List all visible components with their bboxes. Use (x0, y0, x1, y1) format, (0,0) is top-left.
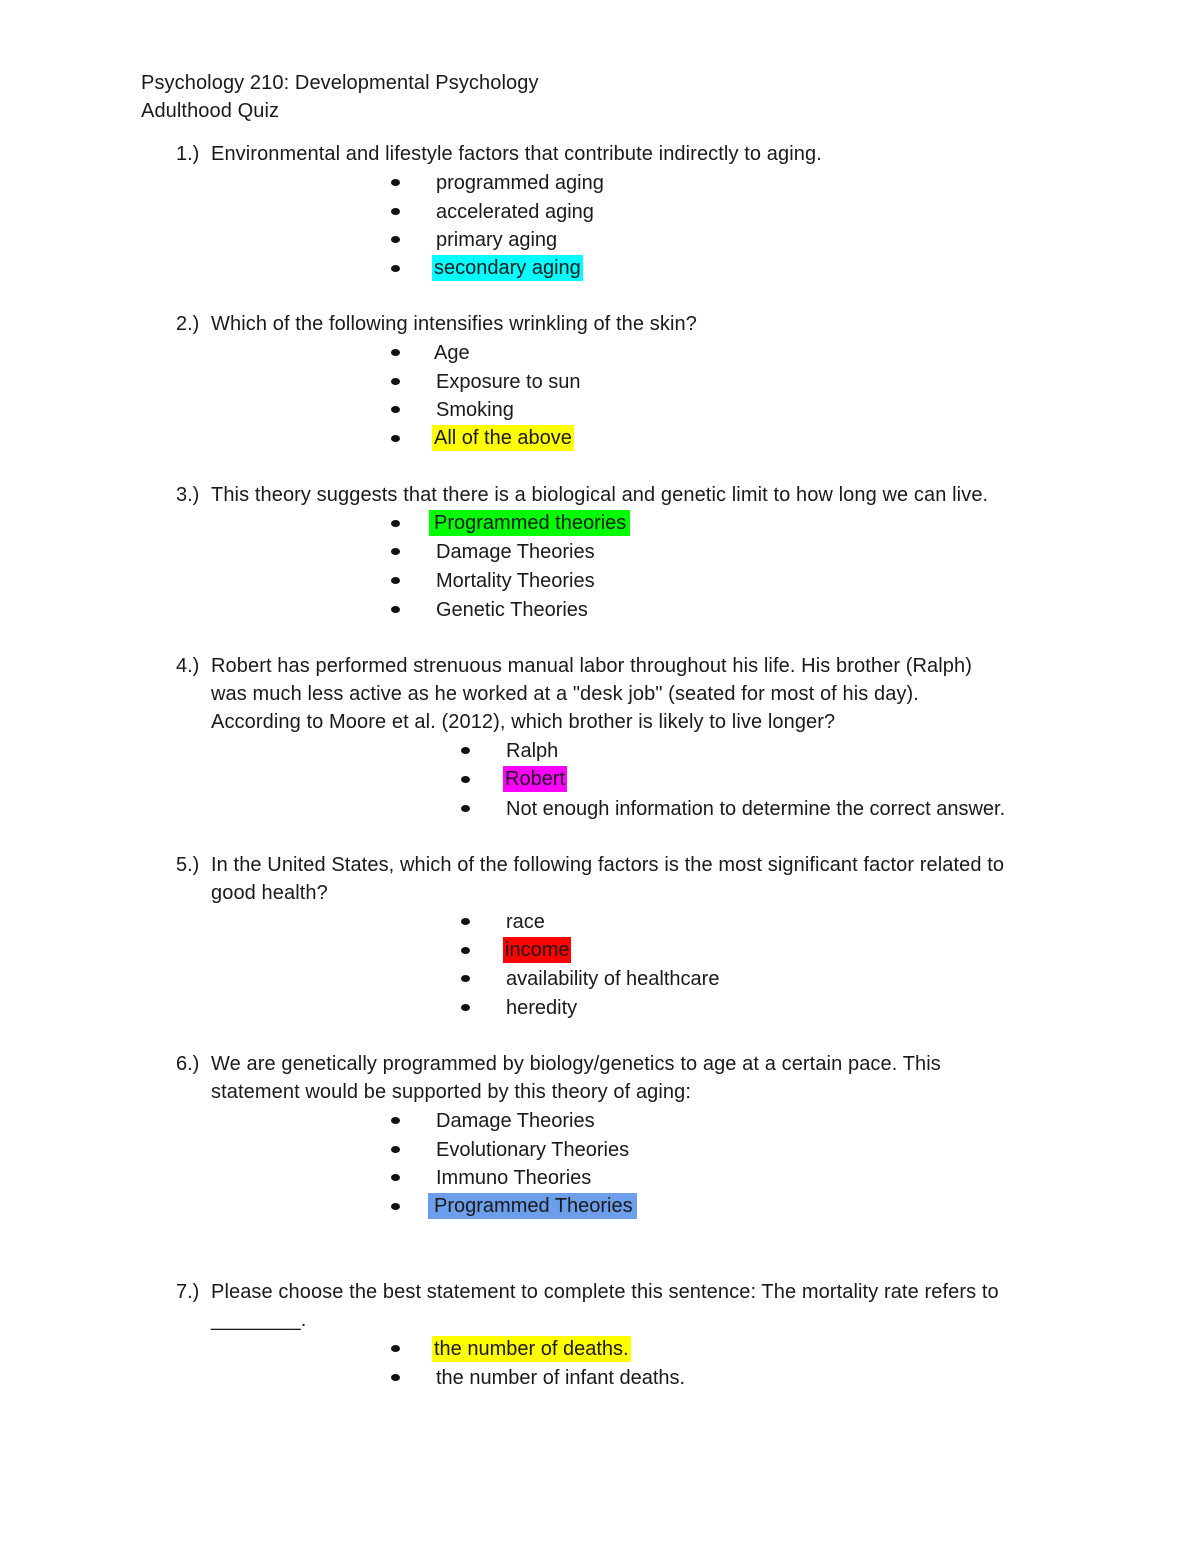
answer-option: Ralph (506, 740, 559, 762)
answer-option: Evolutionary Theories (436, 1139, 630, 1161)
answer-option: Damage Theories (436, 1110, 595, 1132)
question-text: In the United States, which of the following factors is the most significant factor related to (211, 854, 1005, 876)
bullet-icon (461, 805, 470, 812)
bullet-icon (391, 577, 400, 584)
bullet-icon (391, 520, 400, 527)
question-text: According to Moore et al. (2012), which brother is likely to live longer? (211, 711, 836, 733)
answer-option-highlighted: Programmed theories (429, 510, 630, 536)
quiz-title: Adulthood Quiz (141, 100, 280, 122)
question-text: Please choose the best statement to complete this sentence: The mortality rate refers to (211, 1281, 999, 1303)
answer-option-highlighted: income (505, 939, 570, 961)
bullet-icon (391, 548, 400, 555)
bullet-icon (391, 179, 400, 186)
bullet-icon (391, 1374, 400, 1381)
bullet-icon (461, 918, 470, 925)
answer-option: Exposure to sun (436, 371, 581, 393)
bullet-icon (461, 747, 470, 754)
question-number: 7.) (176, 1281, 200, 1303)
bullet-icon (391, 1345, 400, 1352)
answer-option: Damage Theories (436, 541, 595, 563)
question-number: 2.) (176, 313, 200, 335)
bullet-icon (391, 1117, 400, 1124)
answer-option: heredity (506, 997, 578, 1019)
bullet-icon (391, 406, 400, 413)
answer-option-highlighted: Programmed Theories (428, 1193, 637, 1219)
bullet-icon (391, 435, 400, 442)
answer-option-highlighted: Robert (505, 768, 566, 790)
answer-option: accelerated aging (436, 201, 594, 223)
bullet-icon (461, 947, 470, 954)
bullet-icon (391, 1146, 400, 1153)
answer-option: Genetic Theories (436, 599, 588, 621)
bullet-icon (391, 236, 400, 243)
question-number: 5.) (176, 854, 200, 876)
question-text: This theory suggests that there is a biological and genetic limit to how long we can live. (211, 484, 989, 506)
question-text: We are genetically programmed by biology/genetics to age at a certain pace. This (211, 1053, 941, 1075)
answer-option: primary aging (436, 229, 558, 251)
answer-option: availability of healthcare (506, 968, 720, 990)
bullet-icon (391, 1174, 400, 1181)
answer-option: Immuno Theories (436, 1167, 592, 1189)
question-number: 3.) (176, 484, 200, 506)
bullet-icon (461, 1004, 470, 1011)
answer-option-highlighted: All of the above (434, 427, 572, 449)
question-text: was much less active as he worked at a "desk job" (seated for most of his day). (211, 683, 919, 705)
answer-option: Smoking (436, 399, 514, 421)
question-number: 1.) (176, 143, 200, 165)
bullet-icon (461, 975, 470, 982)
question-text: Which of the following intensifies wrinkling of the skin? (211, 313, 697, 335)
answer-option: race (506, 911, 545, 933)
question-number: 4.) (176, 655, 200, 677)
answer-option: the number of infant deaths. (436, 1367, 686, 1389)
answer-option: programmed aging (436, 172, 604, 194)
question-text: statement would be supported by this theory of aging: (211, 1081, 692, 1103)
question-text: ________. (211, 1309, 307, 1331)
question-text: Environmental and lifestyle factors that contribute indirectly to aging. (211, 143, 822, 165)
answer-option: Age (434, 342, 470, 364)
answer-option-highlighted: the number of deaths. (434, 1338, 629, 1360)
answer-option: Mortality Theories (436, 570, 595, 592)
question-text: Robert has performed strenuous manual labor throughout his life. His brother (Ralph) (211, 655, 973, 677)
question-text: good health? (211, 882, 328, 904)
bullet-icon (391, 378, 400, 385)
question-number: 6.) (176, 1053, 200, 1075)
bullet-icon (391, 1203, 400, 1210)
bullet-icon (391, 349, 400, 356)
course-title: Psychology 210: Developmental Psychology (141, 72, 539, 94)
bullet-icon (391, 208, 400, 215)
bullet-icon (461, 776, 470, 783)
bullet-icon (391, 265, 400, 272)
answer-option-highlighted: secondary aging (434, 257, 581, 279)
answer-option: Not enough information to determine the correct answer. (506, 798, 1006, 820)
bullet-icon (391, 606, 400, 613)
